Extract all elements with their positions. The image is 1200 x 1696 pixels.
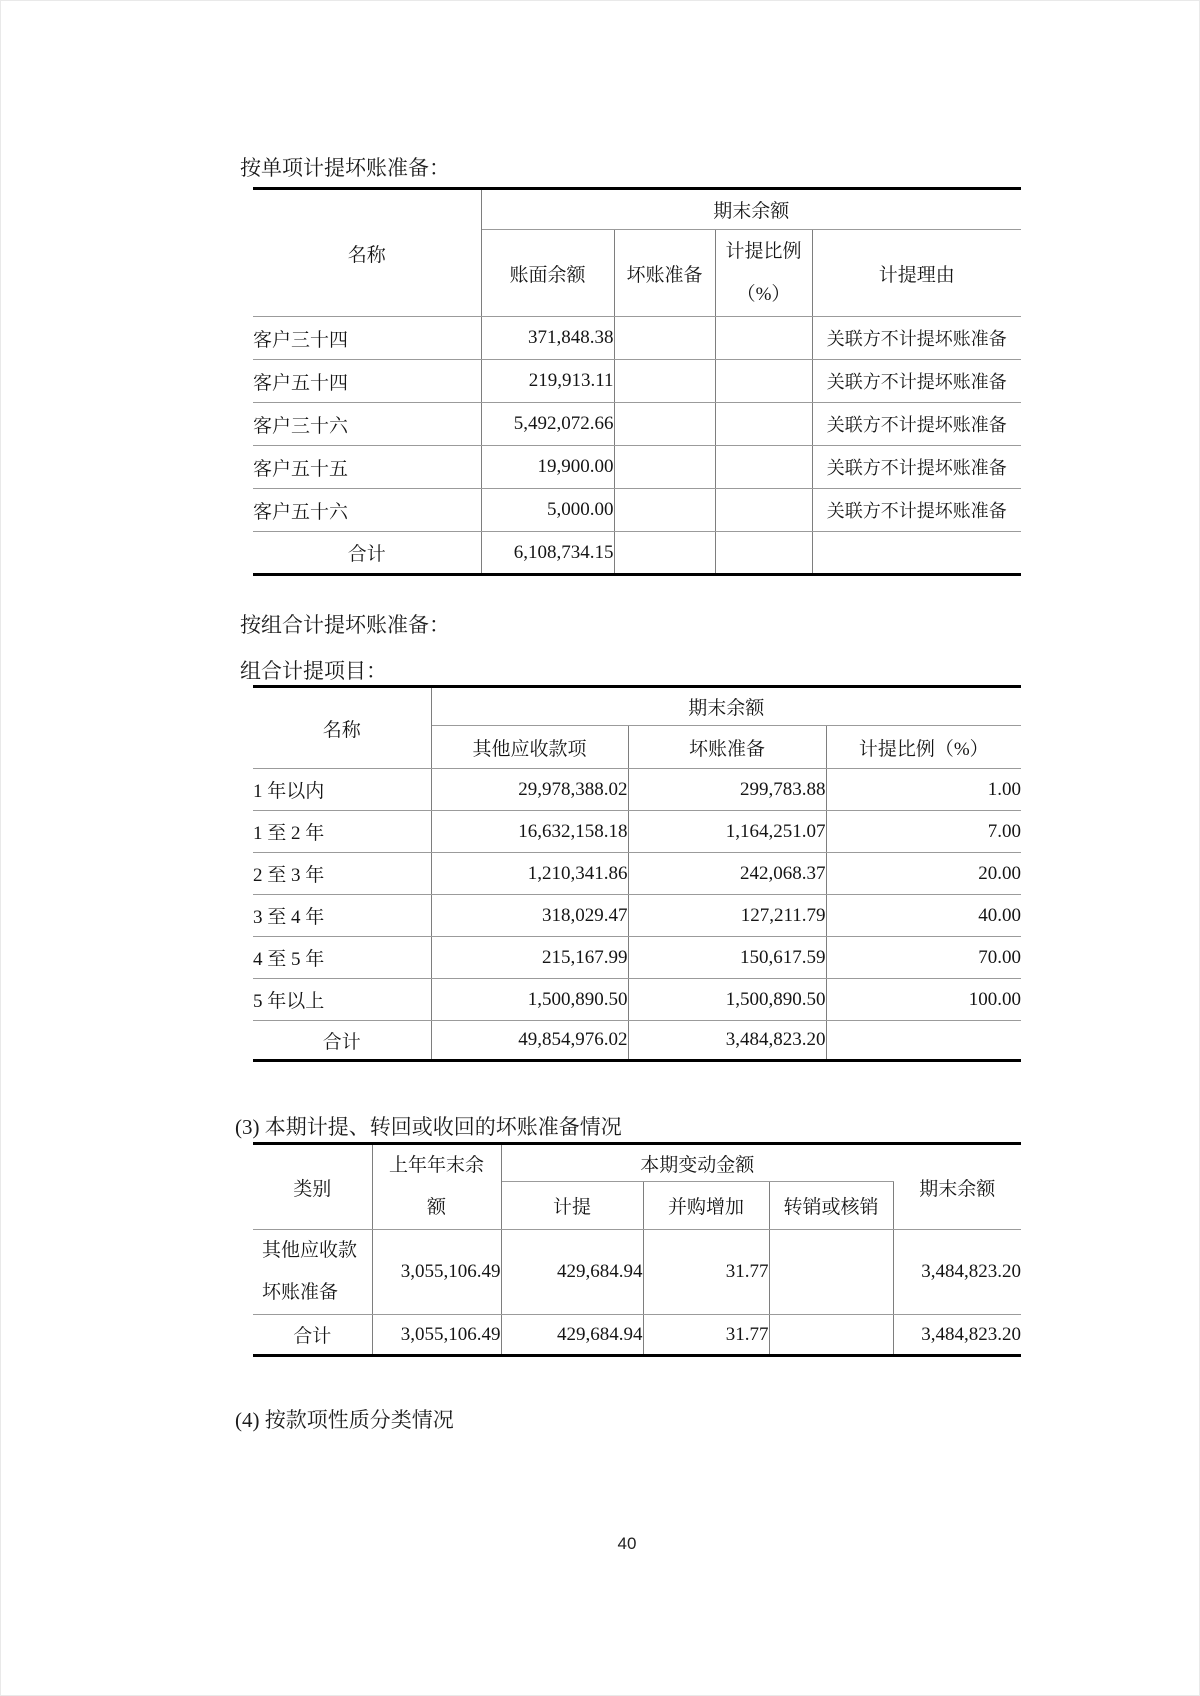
row-label-customer: 客户三十六 (253, 403, 481, 446)
table-row (253, 937, 1021, 979)
cell-bad-debt: 127,211.79 (628, 895, 826, 937)
cell-ratio (715, 317, 812, 360)
cell-other-receivables: 1,500,890.50 (431, 979, 628, 1021)
cell-ratio: 100.00 (826, 979, 1021, 1021)
row-label-customer: 客户五十五 (253, 446, 481, 489)
column-header-accrual: 计提 (501, 1182, 643, 1230)
total-ma-increase: 31.77 (643, 1315, 769, 1356)
cell-bad-debt (614, 489, 715, 532)
total-ratio (715, 532, 812, 575)
column-header-end-balance: 期末余额 (893, 1144, 1021, 1230)
cell-ratio (715, 360, 812, 403)
cell-ma-increase: 31.77 (643, 1230, 769, 1315)
provision-changes-table (253, 1142, 1021, 1357)
column-header-category: 类别 (253, 1144, 372, 1230)
group-header-period-end: 期末余额 (481, 189, 1021, 230)
column-header-writeoff: 转销或核销 (769, 1182, 893, 1230)
cell-other-receivables: 29,978,388.02 (431, 769, 628, 811)
column-header-book-balance: 账面余额 (481, 230, 614, 317)
group-header-period-changes: 本期变动金额 (501, 1144, 893, 1182)
total-row (253, 1315, 1021, 1356)
table-row (253, 317, 1021, 360)
cell-ratio: 40.00 (826, 895, 1021, 937)
cell-end-balance: 3,484,823.20 (893, 1230, 1021, 1315)
section-subtitle-portfolio-items: 组合计提项目： (240, 659, 387, 683)
cell-ratio: 70.00 (826, 937, 1021, 979)
column-header-other-receivables: 其他应收款项 (431, 726, 628, 769)
cell-reason: 关联方不计提坏账准备 (812, 446, 1021, 489)
table-row (253, 979, 1021, 1021)
cell-other-receivables: 215,167.99 (431, 937, 628, 979)
ratio-header-line1: 计提比例 (725, 241, 802, 262)
row-label-aging: 5 年以上 (253, 979, 431, 1021)
cell-ratio (715, 403, 812, 446)
table-row (253, 489, 1021, 532)
total-accrual: 429,684.94 (501, 1315, 643, 1356)
ratio-header-line2: （%） (736, 284, 791, 305)
row-label-aging: 2 至 3 年 (253, 853, 431, 895)
cell-book-balance: 5,000.00 (481, 489, 614, 532)
total-bad-debt: 3,484,823.20 (628, 1021, 826, 1061)
cell-bad-debt: 242,068.37 (628, 853, 826, 895)
cell-bad-debt: 1,164,251.07 (628, 811, 826, 853)
cell-prev-balance: 3,055,106.49 (372, 1230, 501, 1315)
total-label: 合计 (253, 532, 481, 575)
cell-book-balance: 371,848.38 (481, 317, 614, 360)
column-header-ma-increase: 并购增加 (643, 1182, 769, 1230)
total-writeoff (769, 1315, 893, 1356)
cell-ratio (715, 446, 812, 489)
column-header-prev-year-balance: 上年年末余额 (372, 1144, 501, 1230)
cell-ratio: 7.00 (826, 811, 1021, 853)
table-row (253, 895, 1021, 937)
total-book-balance: 6,108,734.15 (481, 532, 614, 575)
cell-book-balance: 19,900.00 (481, 446, 614, 489)
section-title-individual-provision: 按单项计提坏账准备： (240, 156, 450, 180)
table-row (253, 360, 1021, 403)
total-ratio (826, 1021, 1021, 1061)
total-end-balance: 3,484,823.20 (921, 1323, 1021, 1345)
column-header-reason: 计提理由 (812, 230, 1021, 317)
cell-bad-debt: 299,783.88 (628, 769, 826, 811)
cell-book-balance: 219,913.11 (481, 360, 614, 403)
table-row (253, 853, 1021, 895)
cell-bad-debt (614, 403, 715, 446)
row-label-customer: 客户五十四 (253, 360, 481, 403)
cell-reason: 关联方不计提坏账准备 (812, 317, 1021, 360)
row-label-customer: 客户五十六 (253, 489, 481, 532)
cell-writeoff (769, 1230, 893, 1315)
column-header-ratio: 计提比例（%） (826, 726, 1021, 769)
total-bad-debt (614, 532, 715, 575)
table-row (253, 403, 1021, 446)
individual-provision-table (253, 187, 1021, 576)
portfolio-provision-table (253, 685, 1021, 1062)
table-row (253, 811, 1021, 853)
row-label-aging: 4 至 5 年 (253, 937, 431, 979)
column-header-bad-debt: 坏账准备 (614, 230, 715, 317)
row-label-aging: 1 至 2 年 (253, 811, 431, 853)
cell-ratio: 20.00 (826, 853, 1021, 895)
cell-bad-debt: 150,617.59 (628, 937, 826, 979)
cell-book-balance: 5,492,072.66 (481, 403, 614, 446)
table-row (253, 1230, 1021, 1315)
group-header-period-end: 期末余额 (431, 687, 1021, 726)
cell-bad-debt: 1,500,890.50 (628, 979, 826, 1021)
corner-header-name: 名称 (253, 189, 481, 317)
row-label-category: 其他应收款坏账准备 (253, 1230, 372, 1315)
total-prev-balance: 3,055,106.49 (372, 1315, 501, 1356)
table-row (253, 769, 1021, 811)
row-label-customer: 客户三十四 (253, 317, 481, 360)
section-title-portfolio-provision: 按组合计提坏账准备： (240, 613, 450, 637)
total-reason (812, 532, 1021, 575)
cell-other-receivables: 16,632,158.18 (431, 811, 628, 853)
cell-reason: 关联方不计提坏账准备 (812, 489, 1021, 532)
table-row (253, 446, 1021, 489)
cell-other-receivables: 318,029.47 (431, 895, 628, 937)
cell-other-receivables: 1,210,341.86 (431, 853, 628, 895)
cell-ratio: 1.00 (826, 769, 1021, 811)
cell-bad-debt (614, 360, 715, 403)
section-title-provision-changes: (3) 本期计提、转回或收回的坏账准备情况 (235, 1115, 622, 1139)
total-row (253, 1021, 1021, 1061)
cell-bad-debt (614, 317, 715, 360)
cell-bad-debt (614, 446, 715, 489)
total-row (253, 532, 1021, 575)
total-other-receivables: 49,854,976.02 (431, 1021, 628, 1061)
corner-header-name: 名称 (253, 687, 431, 769)
page-number: 40 (617, 1534, 637, 1553)
cell-ratio (715, 489, 812, 532)
cell-accrual: 429,684.94 (501, 1230, 643, 1315)
cell-reason: 关联方不计提坏账准备 (812, 403, 1021, 446)
cell-reason: 关联方不计提坏账准备 (812, 360, 1021, 403)
row-label-aging: 3 至 4 年 (253, 895, 431, 937)
total-label: 合计 (253, 1021, 431, 1061)
total-label: 合计 (253, 1315, 372, 1356)
row-label-aging: 1 年以内 (253, 769, 431, 811)
column-header-ratio (715, 230, 812, 317)
column-header-bad-debt: 坏账准备 (628, 726, 826, 769)
section-title-nature-classification: (4) 按款项性质分类情况 (235, 1408, 454, 1432)
